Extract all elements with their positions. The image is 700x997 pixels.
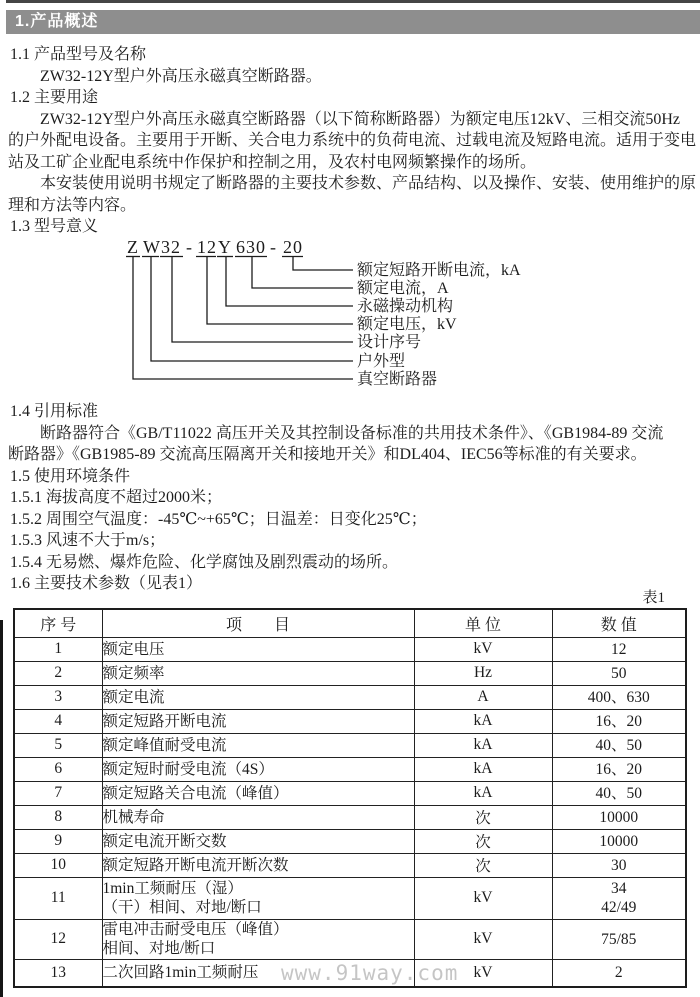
table-row — [14, 685, 686, 709]
cell-value: 10000 — [552, 829, 686, 853]
cell-value: 400、630 — [552, 685, 686, 709]
cell-value: 10000 — [552, 805, 686, 829]
connector-line — [226, 257, 353, 306]
table-row — [14, 661, 686, 685]
cell-item: 额定电流 — [102, 685, 414, 709]
cell-value: 40、50 — [552, 781, 686, 805]
cell-item: 额定短时耐受电流（4S） — [102, 757, 414, 781]
header-value: 数 值 — [552, 609, 686, 637]
cell-value: 12 — [552, 637, 686, 661]
model-code-segment: Y — [218, 237, 232, 257]
diagram-label: 设计序号 — [357, 334, 422, 351]
cell-unit: kA — [414, 709, 552, 733]
cell-unit: Hz — [414, 661, 552, 685]
cell-unit: kA — [414, 733, 552, 757]
cell-item: 额定短路开断电流 — [102, 709, 414, 733]
cell-no: 9 — [14, 829, 102, 853]
table-row — [14, 877, 686, 919]
table-row — [14, 637, 686, 661]
cell-unit: kV — [414, 919, 552, 959]
header-item: 项 目 — [102, 609, 414, 637]
connector-line — [207, 257, 353, 324]
cell-no: 4 — [14, 709, 102, 733]
cell-unit: kV — [414, 959, 552, 987]
table-header — [14, 609, 686, 637]
cell-item: 机械寿命 — [102, 805, 414, 829]
watermark: www.91way.com — [281, 961, 459, 985]
cell-item: 额定电流开断交数 — [102, 829, 414, 853]
text-line: 1.2 主要用途 — [10, 89, 99, 106]
text-line: 1.6 主要技术参数（见表1） — [10, 575, 203, 592]
cell-unit: kV — [414, 877, 552, 919]
cell-no: 10 — [14, 853, 102, 877]
text-line: 1.5.1 海拔高度不超过2000米； — [10, 489, 223, 506]
cell-unit: A — [414, 685, 552, 709]
model-code-segment: 630 — [236, 237, 266, 257]
cell-no: 8 — [14, 805, 102, 829]
diagram-label: 户外型 — [357, 353, 406, 370]
cell-no: 6 — [14, 757, 102, 781]
cell-value: 34 42/49 — [552, 877, 686, 919]
model-code-segment: - — [186, 237, 193, 257]
model-code-segment: 12 — [197, 237, 217, 257]
table-caption: 表1 — [642, 590, 665, 606]
text-line: 本安装使用说明书规定了断路器的主要技术参数、产品结构、以及操作、安装、使用维护的原 — [40, 175, 697, 192]
cell-no: 11 — [14, 877, 102, 919]
cell-no: 7 — [14, 781, 102, 805]
cell-item: 额定峰值耐受电流 — [102, 733, 414, 757]
cell-item: 二次回路1min工频耐压 — [102, 959, 414, 987]
table-row — [14, 829, 686, 853]
cell-item: 额定频率 — [102, 661, 414, 685]
table-row — [14, 781, 686, 805]
text-line: 1.5.4 无易燃、爆炸危险、化学腐蚀及剧烈震动的场所。 — [10, 553, 399, 571]
cell-unit: kV — [414, 637, 552, 661]
cell-item: 额定电压 — [102, 637, 414, 661]
text-block-lower — [0, 401, 700, 595]
text-line: 1.3 型号意义 — [10, 218, 99, 235]
model-code-segment: 20 — [283, 237, 303, 257]
text-block-upper — [0, 44, 700, 238]
cell-no: 5 — [14, 733, 102, 757]
cell-value: 75/85 — [552, 919, 686, 959]
diagram-label: 永磁操动机构 — [357, 298, 454, 315]
text-line: 1.4 引用标准 — [10, 403, 99, 420]
model-designation-diagram — [0, 234, 700, 396]
model-code-segment: Z — [127, 237, 139, 257]
text-line: 的户外配电设备。主要用于开断、关合电力系统中的负荷电流、过载电流及短路电流。适用于变电 — [8, 132, 697, 149]
table-row — [14, 805, 686, 829]
cell-value: 16、20 — [552, 709, 686, 733]
text-line: 断路器符合《GB/T11022 高压开关及其控制设备标准的共用技术条件》、《GB1984-89 交流 — [40, 424, 664, 442]
top-rule — [6, 0, 700, 3]
text-line: ZW32-12Y型户外高压永磁真空断路器。 — [40, 67, 322, 85]
cell-value: 16、20 — [552, 757, 686, 781]
cell-value: 40、50 — [552, 733, 686, 757]
table-row — [14, 757, 686, 781]
cell-value: 2 — [552, 959, 686, 987]
text-line: 1.5.3 风速不大于m/s； — [10, 532, 166, 549]
model-code-segment: 32 — [161, 237, 181, 257]
cell-unit: 次 — [414, 853, 552, 877]
text-line: ZW32-12Y型户外高压永磁真空断路器（以下简称断路器）为额定电压12kV、三相交流50Hz — [40, 110, 680, 128]
header-unit: 单 位 — [414, 609, 552, 637]
cell-item: 1min工频耐压（湿） （干）相间、对地/断口 — [102, 877, 414, 919]
connector-line — [293, 257, 353, 270]
scan-edge-artifact — [0, 620, 3, 997]
text-line: 1.5.2 周围空气温度：-45℃~+65℃；日温差：日变化25℃； — [10, 510, 427, 528]
cell-unit: kA — [414, 781, 552, 805]
text-line: 1.5 使用环境条件 — [10, 467, 131, 485]
cell-no: 13 — [14, 959, 102, 987]
diagram-label: 额定电流，A — [357, 280, 449, 297]
diagram-label: 额定短路开断电流，kA — [357, 262, 521, 279]
table-row — [14, 709, 686, 733]
cell-no: 12 — [14, 919, 102, 959]
table-row — [14, 733, 686, 757]
model-code-segment: W — [143, 237, 161, 257]
text-line: 1.1 产品型号及名称 — [10, 46, 147, 63]
table-row — [14, 919, 686, 959]
header-no: 序 号 — [14, 609, 102, 637]
text-line: 断路器》《GB1985-89 交流高压隔离开关和接地开关》和DL404、IEC56等标准的有关要求。 — [8, 446, 647, 463]
cell-item: 额定短路关合电流（峰值） — [102, 781, 414, 805]
cell-value: 30 — [552, 853, 686, 877]
text-line: 站及工矿企业配电系统中作保护和控制之用，及农村电网频繁操作的场所。 — [8, 153, 537, 171]
connector-line — [252, 257, 353, 288]
diagram-label: 真空断路器 — [357, 371, 438, 388]
section-banner-title: 1.产品概述 — [15, 13, 99, 30]
parameters-table — [13, 608, 687, 988]
table-row — [14, 853, 686, 877]
model-code-segment: - — [270, 237, 277, 257]
text-line: 理和方法等内容。 — [8, 196, 137, 214]
cell-no: 3 — [14, 685, 102, 709]
cell-unit: kA — [414, 757, 552, 781]
cell-value: 50 — [552, 661, 686, 685]
cell-item: 额定短路开断电流开断次数 — [102, 853, 414, 877]
cell-no: 2 — [14, 661, 102, 685]
cell-item: 雷电冲击耐受电压（峰值） 相间、对地/断口 — [102, 919, 414, 959]
cell-unit: 次 — [414, 829, 552, 853]
table-body — [14, 637, 686, 987]
cell-no: 1 — [14, 637, 102, 661]
section-banner — [6, 10, 700, 34]
diagram-label: 额定电压，kV — [357, 316, 457, 333]
cell-unit: 次 — [414, 805, 552, 829]
